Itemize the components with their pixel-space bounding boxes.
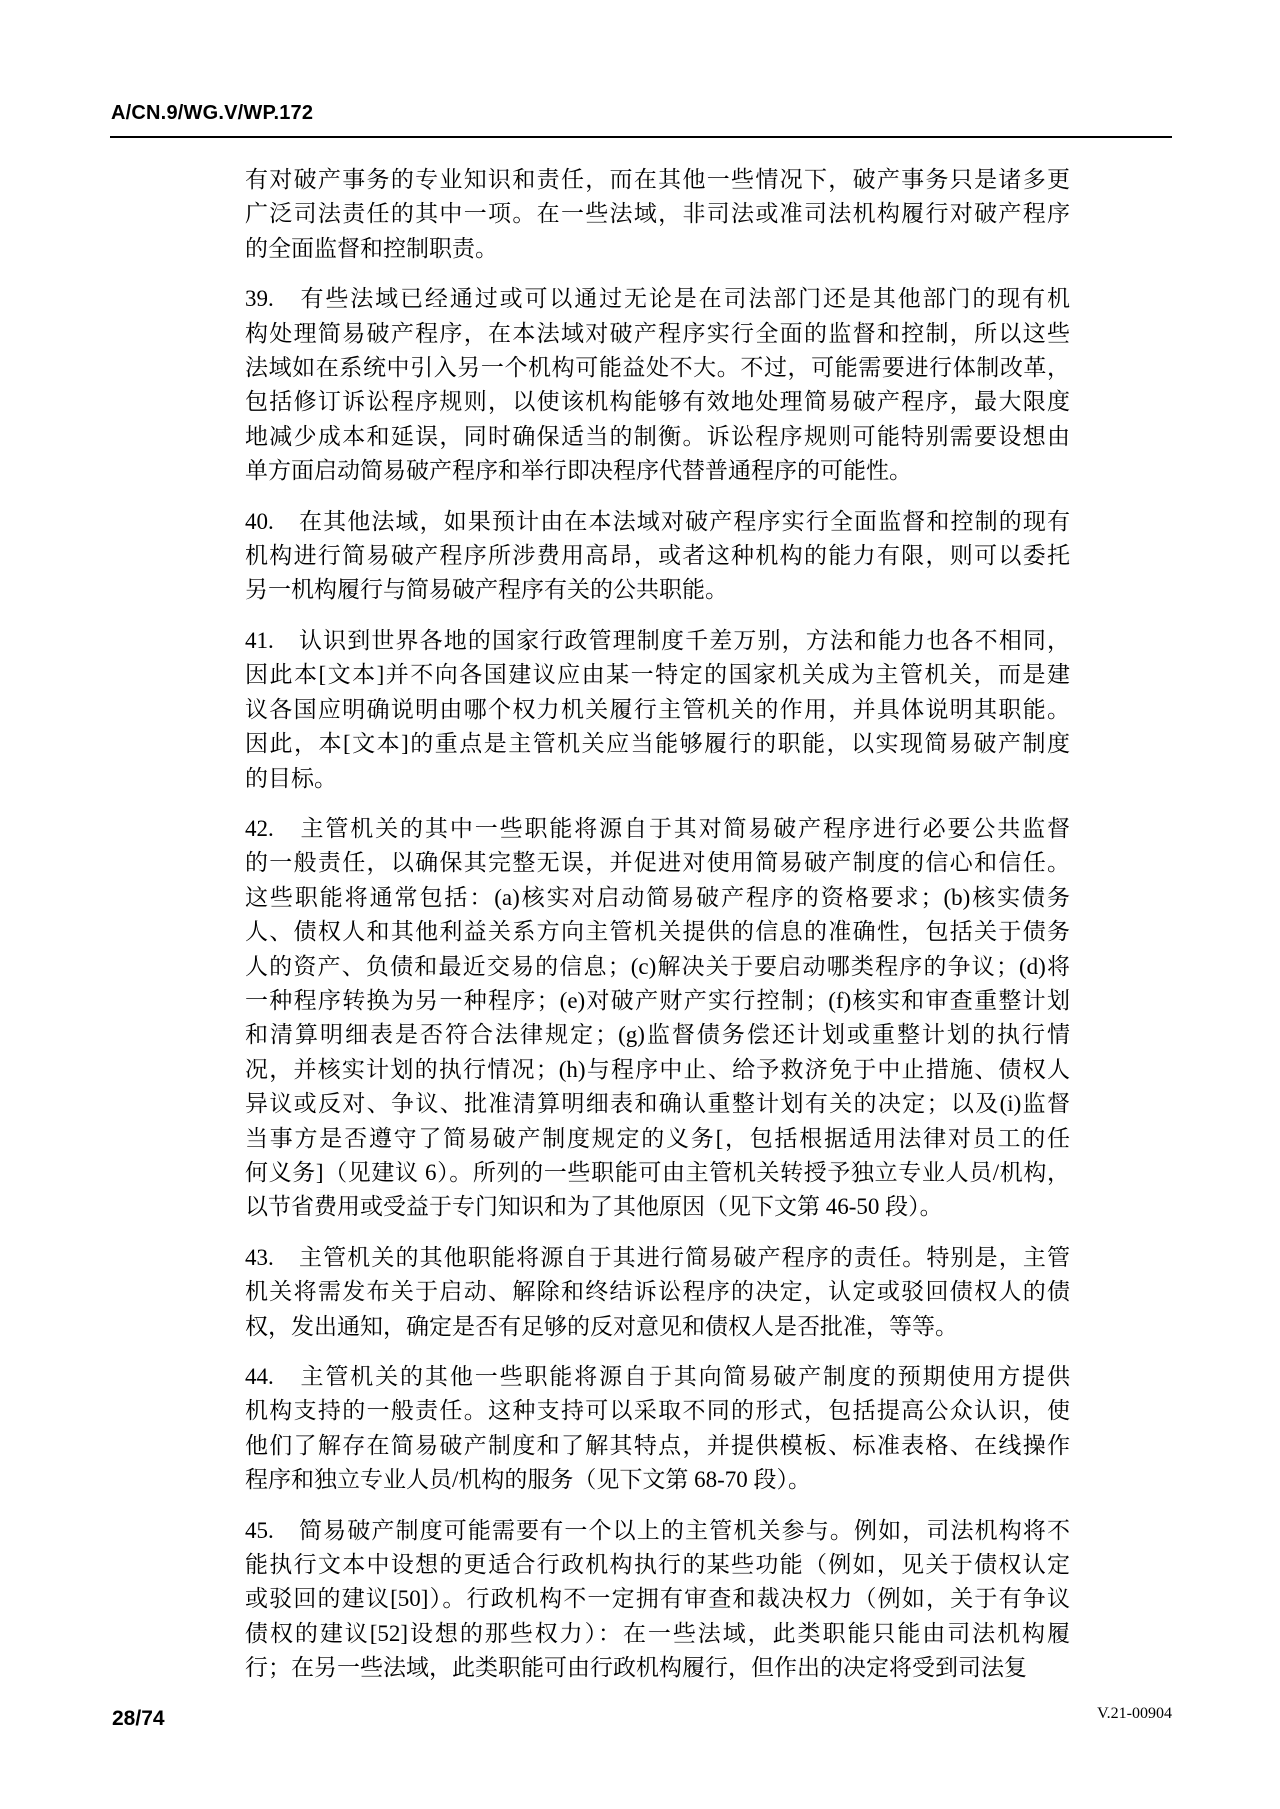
text-line: 的一般责任，以确保其完整无误，并促进对使用简易破产制度的信心和信任。	[245, 850, 1070, 876]
paragraph	[245, 624, 1070, 796]
paragraph	[245, 1360, 1070, 1498]
text-line: 程序和独立专业人员/机构的服务（见下文第 68-70 段）。	[245, 1467, 812, 1493]
text-line: 以节省费用或受益于专门知识和为了其他原因（见下文第 46-50 段）。	[245, 1194, 943, 1220]
text-line: 单方面启动简易破产程序和举行即决程序代替普通程序的可能性。	[245, 458, 912, 484]
paragraph	[245, 1241, 1070, 1344]
text-line: 何义务]（见建议 6）。所列的一些职能可由主管机关转授予独立专业人员/机构，	[245, 1159, 1070, 1185]
text-line: 有对破产事务的专业知识和责任，而在其他一些情况下，破产事务只是诸多更	[245, 167, 1070, 192]
text-line: 异议或反对、争议、批准清算明细表和确认重整计划有关的决定；以及(i)监督	[245, 1091, 1070, 1117]
text-line: 的目标。	[245, 765, 337, 791]
text-line: 广泛司法责任的其中一项。在一些法域，非司法或准司法机构履行对破产程序	[245, 201, 1070, 227]
text-line: 况，并核实计划的执行情况；(h)与程序中止、给予救济免于中止措施、债权人	[245, 1056, 1070, 1082]
text-line: 权，发出通知，确定是否有足够的反对意见和债权人是否批准，等等。	[245, 1313, 958, 1339]
text-line: 他们了解存在简易破产制度和了解其特点，并提供模板、标准表格、在线操作	[245, 1432, 1070, 1458]
text-line: 或驳回的建议[50]）。行政机构不一定拥有审查和裁决权力（例如，关于有争议	[245, 1586, 1070, 1612]
text-line: 人、债权人和其他利益关系方向主管机关提供的信息的准确性，包括关于债务	[245, 919, 1070, 945]
text-line: 机构进行简易破产程序所涉费用高昂，或者这种机构的能力有限，则可以委托	[245, 543, 1070, 569]
text-line: 议各国应明确说明由哪个权力机关履行主管机关的作用，并具体说明其职能。	[245, 696, 1070, 722]
paragraph-first-line: 41. 认识到世界各地的国家行政管理制度千差万别，方法和能力也各不相同，	[245, 627, 1070, 653]
document-code: V.21-00904	[1097, 1705, 1172, 1722]
text-line: 一种程序转换为另一种程序；(e)对破产财产实行控制；(f)核实和审查重整计划	[245, 987, 1070, 1013]
text-line: 因此本[文本]并不向各国建议应由某一特定的国家机关成为主管机关，而是建	[245, 662, 1070, 688]
paragraph	[245, 163, 1070, 266]
text-line: 人的资产、负债和最近交易的信息；(c)解决关于要启动哪类程序的争议；(d)将	[245, 953, 1070, 979]
text-line: 另一机构履行与简易破产程序有关的公共职能。	[245, 577, 728, 603]
text-line: 和清算明细表是否符合法律规定；(g)监督债务偿还计划或重整计划的执行情	[245, 1022, 1070, 1048]
text-line: 能执行文本中设想的更适合行政机构执行的某些功能（例如，见关于债权认定	[245, 1552, 1070, 1578]
paragraph	[245, 812, 1070, 1225]
text-line: 的全面监督和控制职责。	[245, 235, 498, 261]
paragraph	[245, 1514, 1070, 1686]
text-line: 当事方是否遵守了简易破产制度规定的义务[，包括根据适用法律对员工的任	[245, 1125, 1070, 1151]
text-line: 债权的建议[52]设想的那些权力）：在一些法域，此类职能只能由司法机构履	[245, 1620, 1070, 1646]
paragraph-first-line: 40. 在其他法域，如果预计由在本法域对破产程序实行全面监督和控制的现有	[245, 508, 1070, 534]
paragraph-first-line: 42. 主管机关的其中一些职能将源自于其对简易破产程序进行必要公共监督	[245, 815, 1070, 841]
text-line: 包括修订诉讼程序规则，以使该机构能够有效地处理简易破产程序，最大限度	[245, 389, 1070, 415]
paragraph	[245, 505, 1070, 608]
paragraph-first-line: 44. 主管机关的其他一些职能将源自于其向简易破产制度的预期使用方提供	[245, 1364, 1070, 1389]
text-line: 机构支持的一般责任。这种支持可以采取不同的形式，包括提高公众认识，使	[245, 1398, 1070, 1424]
text-line: 法域如在系统中引入另一个机构可能益处不大。不过，可能需要进行体制改革，	[245, 355, 1070, 381]
paragraph-first-line: 43. 主管机关的其他职能将源自于其进行简易破产程序的责任。特别是，主管	[245, 1244, 1070, 1270]
text-line: 构处理简易破产程序，在本法域对破产程序实行全面的监督和控制，所以这些	[245, 320, 1070, 346]
paragraph-first-line: 45. 简易破产制度可能需要有一个以上的主管机关参与。例如，司法机构将不	[245, 1517, 1070, 1543]
page-number: 28/74	[112, 1707, 165, 1730]
paragraph-first-line: 39. 有些法域已经通过或可以通过无论是在司法部门还是其他部门的现有机	[245, 286, 1070, 312]
document-body	[245, 163, 1070, 1686]
text-line: 行；在另一些法域，此类职能可由行政机构履行，但作出的决定将受到司法复	[245, 1655, 1027, 1681]
paragraph	[245, 282, 1070, 488]
text-line: 机关将需发布关于启动、解除和终结诉讼程序的决定，认定或驳回债权人的债	[245, 1279, 1070, 1305]
document-symbol: A/CN.9/WG.V/WP.172	[111, 102, 314, 124]
text-line: 因此，本[文本]的重点是主管机关应当能够履行的职能，以实现简易破产制度	[245, 731, 1070, 757]
text-line: 地减少成本和延误，同时确保适当的制衡。诉讼程序规则可能特别需要设想由	[245, 423, 1070, 449]
text-line: 这些职能将通常包括：(a)核实对启动简易破产程序的资格要求；(b)核实债务	[245, 884, 1070, 910]
header-rule	[110, 136, 1172, 138]
